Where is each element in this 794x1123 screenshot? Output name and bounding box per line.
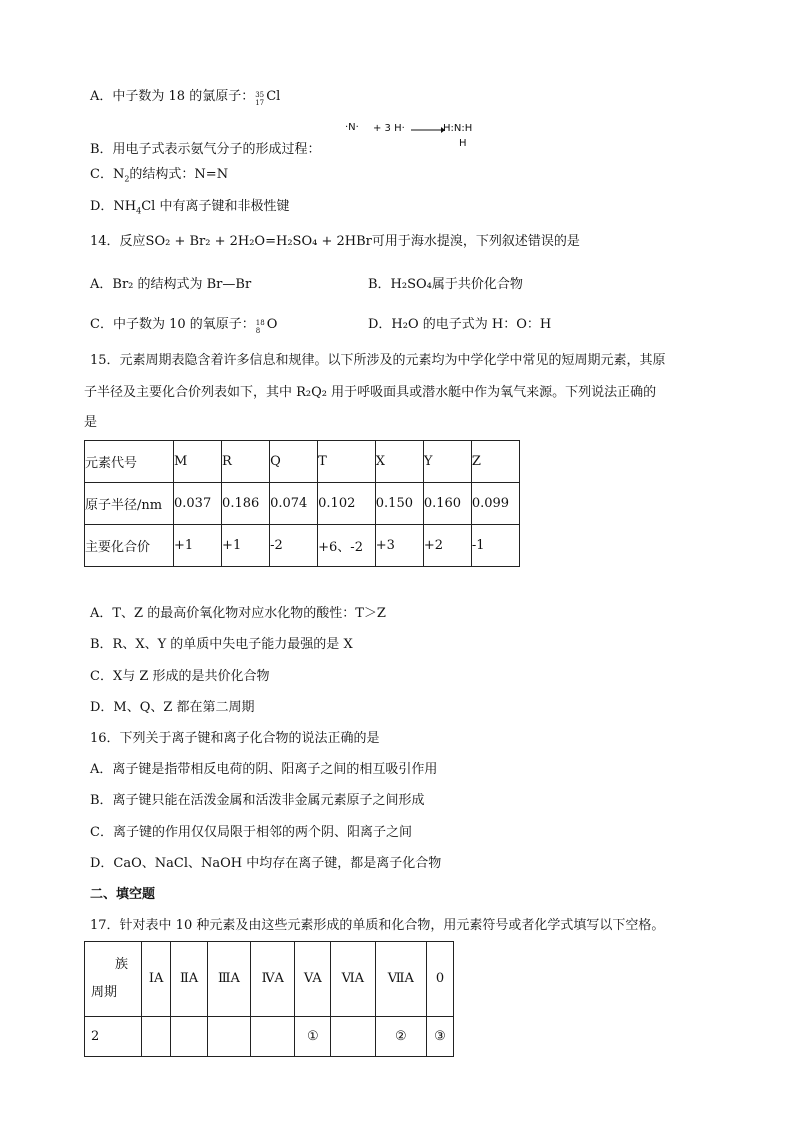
q14-equation: SO₂ + Br₂ + 2H₂O=H₂SO₄ + 2HBr	[145, 234, 372, 249]
group-header: ⅢA	[207, 942, 250, 1017]
reaction-arrow-icon	[411, 126, 445, 134]
q15-option-c: C．X与 Z 形成的是共价化合物	[90, 669, 270, 684]
mass-number: 18	[255, 319, 265, 327]
q16-option-a: A．离子键是指带相反电荷的阴、阳离子之间的相互吸引作用	[90, 762, 438, 777]
table-cell: X	[375, 441, 423, 483]
table-row	[85, 1016, 454, 1056]
table-cell	[295, 1016, 331, 1056]
table-cell	[142, 1016, 171, 1056]
table-cell: 0.102	[318, 483, 376, 525]
group-header: ⅦA	[375, 942, 426, 1017]
mass-number: 35	[255, 91, 265, 99]
table-cell: 0.160	[423, 483, 471, 525]
table-cell: 0.150	[375, 483, 423, 525]
q16-option-b: B．离子键只能在活泼金属和活泼非金属元素原子之间形成	[90, 793, 425, 808]
table-row	[85, 441, 520, 483]
q13-option-a	[90, 88, 280, 106]
period-number: 2	[85, 1016, 142, 1056]
table-cell: 0.186	[222, 483, 270, 525]
table-cell: +6、-2	[318, 525, 376, 567]
lewis-n-atom: ·N·	[345, 122, 359, 133]
element-mark: ②	[394, 1028, 407, 1044]
group-header: IA	[142, 942, 171, 1017]
q13-c-text: C．N	[90, 167, 125, 182]
table-cell: 0.074	[270, 483, 318, 525]
element-symbol: O	[266, 317, 278, 332]
q13-c-text-2: 的结构式：N=N	[129, 167, 229, 182]
lewis-bottom-h: H	[459, 138, 467, 149]
table-cell	[375, 1016, 426, 1056]
q15-stem-line-2: 子半径及主要化合价列表如下，其中 R₂Q₂ 用于呼吸面具或潜水艇中作为氧气来源。下列说法正确的	[84, 385, 657, 400]
group-header: VA	[295, 942, 331, 1017]
table-row	[85, 942, 454, 1017]
group-label: 族	[115, 956, 129, 972]
table-cell: 元素代号	[85, 441, 174, 483]
q16-option-d: D．CaO、NaCl、NaOH 中均存在离子键，都是离子化合物	[90, 856, 442, 871]
q15-element-table	[84, 440, 520, 567]
table-cell: R	[222, 441, 270, 483]
atomic-number: 8	[255, 327, 261, 335]
table-cell: +1	[174, 525, 222, 567]
q14-option-a: A．Br₂ 的结构式为 Br—Br	[90, 277, 252, 292]
table-cell	[331, 1016, 375, 1056]
table-cell: 主要化合价	[85, 525, 174, 567]
q15-option-b: B．R、X、Y 的单质中失电子能力最强的是 X	[90, 637, 353, 652]
table-cell: Z	[471, 441, 519, 483]
q14-c-text: C．中子数为 10 的氧原子：	[90, 317, 255, 332]
isotope-cl	[254, 88, 266, 107]
table-cell: +1	[222, 525, 270, 567]
q14-option-d: D．H₂O 的电子式为 H：O：H	[368, 317, 552, 332]
q16-option-c: C．离子键的作用仅仅局限于相邻的两个阴、阳离子之间	[90, 825, 412, 840]
element-symbol: Cl	[266, 89, 281, 104]
q15-option-a: A．T、Z 的最高价氧化物对应水化物的酸性：T＞Z	[90, 606, 386, 621]
atomic-number: 17	[255, 99, 265, 107]
q14-option-c	[90, 316, 277, 334]
q17-stem: 17．针对表中 10 种元素及由这些元素形成的单质和化合物，用元素符号或者化学式填写以下空格。	[90, 918, 665, 933]
table-cell: T	[318, 441, 376, 483]
element-mark: ①	[306, 1028, 319, 1044]
q14-option-b: B．H₂SO₄属于共价化合物	[368, 277, 523, 292]
table-cell: Q	[270, 441, 318, 483]
lewis-nh3-product: H:N:H	[443, 123, 473, 134]
q13-option-b: B．用电子式表示氨气分子的形成过程：	[90, 142, 321, 157]
subscript: 2	[124, 174, 130, 184]
q15-option-d: D．M、Q、Z 都在第二周期	[90, 700, 255, 715]
nh3-lewis-formation	[343, 120, 493, 154]
q13-option-c	[90, 166, 228, 184]
table-cell: -1	[471, 525, 519, 567]
group-header: ⅡA	[171, 942, 207, 1017]
table-cell: 0.099	[471, 483, 519, 525]
table-cell: M	[174, 441, 222, 483]
group-header: 0	[427, 942, 454, 1017]
q14-stem-suffix: 可用于海水提溴，下列叙述错误的是	[371, 234, 580, 249]
q14-stem-prefix: 14．反应	[90, 234, 146, 249]
table-corner-cell	[85, 942, 142, 1017]
table-cell	[251, 1016, 295, 1056]
element-mark: ③	[434, 1028, 446, 1044]
table-cell: 0.037	[174, 483, 222, 525]
table-cell	[171, 1016, 207, 1056]
table-cell: +2	[423, 525, 471, 567]
table-cell	[427, 1016, 454, 1056]
q13-a-text: A．中子数为 18 的氯原子：	[90, 89, 255, 104]
table-cell: Y	[423, 441, 471, 483]
group-header: ⅣA	[251, 942, 295, 1017]
q15-stem-line-1: 15．元素周期表隐含着许多信息和规律。以下所涉及的元素均为中学化学中常见的短周期元素，其原	[90, 353, 666, 368]
group-header: ⅥA	[331, 942, 375, 1017]
table-cell	[207, 1016, 250, 1056]
q16-stem: 16．下列关于离子键和离子化合物的说法正确的是	[90, 731, 380, 746]
table-row	[85, 483, 520, 525]
isotope-o	[255, 316, 267, 335]
period-label: 周期	[91, 984, 118, 1000]
q15-stem-line-3: 是	[84, 415, 98, 430]
q13-d-text: D．NH	[90, 199, 137, 214]
section-heading: 二、填空题	[90, 887, 156, 902]
table-row	[85, 525, 520, 567]
q13-d-text-2: Cl 中有离子键和非极性键	[141, 199, 290, 214]
q13-option-d	[90, 198, 289, 216]
subscript: 4	[136, 206, 142, 216]
table-cell: +3	[375, 525, 423, 567]
table-cell: 原子半径/nm	[85, 483, 174, 525]
q14-stem	[90, 233, 580, 251]
table-cell: -2	[270, 525, 318, 567]
lewis-h-atoms: + 3 H·	[373, 123, 405, 134]
q17-periodic-table	[84, 941, 454, 1057]
